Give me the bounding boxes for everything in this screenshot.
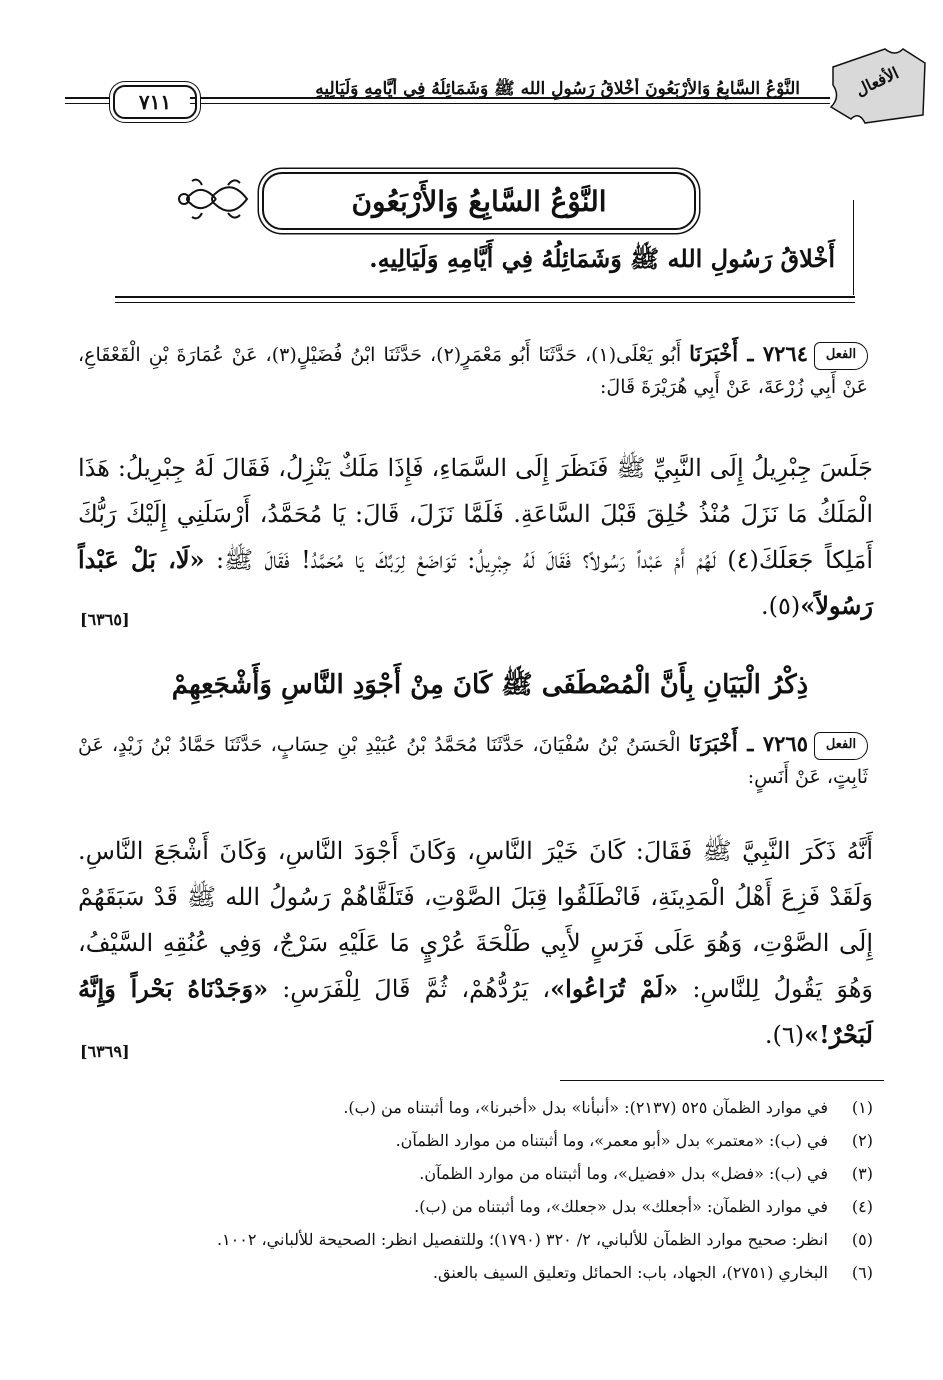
hadith-reference: [٦٣٦٩] [80, 1042, 130, 1061]
action-badge: الفعل [814, 342, 868, 370]
footnotes [78, 1095, 873, 1293]
hadith-number: ٧٢٦٤ ـ أَخْبَرَنَا [689, 341, 808, 366]
footnote [78, 1095, 873, 1121]
footnote-marker: (٥). [760, 592, 801, 620]
hadith-isnad [78, 728, 868, 793]
action-badge: الفعل [814, 732, 868, 760]
matn-text: ، يَرُدُّهُمْ، ثُمَّ قَالَ لِلْفَرَسِ: [282, 975, 551, 1003]
chapter-subtitle: أَخْلاقُ رَسُولِ الله ﷺ وَشَمَائِلُهُ فِي أَيَّامِهِ وَلَيَالِيهِ. [369, 244, 835, 273]
footnote-text: في موارد الظمآن ٥٢٥ (٢١٣٧): «أنبأنا» بدل «أخبرنا»، وما أثبتناه من (ب). [343, 1098, 828, 1117]
hadith-isnad [78, 338, 868, 403]
hadith-matn [78, 828, 873, 1058]
header-rule [190, 97, 830, 99]
prophet-quote: «لَمْ تُرَاعُوا» [550, 974, 679, 1003]
prophet-quote: «لَا، بَلْ عَبْداً رَسُولاً» [78, 545, 873, 620]
footnote-separator [560, 1080, 884, 1081]
footnote-number: (٥) [851, 1230, 873, 1249]
page-number: ٧١١ [113, 85, 197, 119]
footnote-number: (١) [851, 1098, 873, 1117]
header-rule [190, 103, 830, 104]
hadith-reference: [٦٣٦٥] [80, 610, 130, 629]
footnote [78, 1194, 873, 1220]
hadith-number: ٧٢٦٥ ـ أَخْبَرَنَا [688, 731, 808, 756]
header-rule [65, 97, 110, 99]
prophet-quote: «وَجَدْنَاهُ بَحْراً وَإِنَّهُ لَبَحْرٌ!» [78, 974, 873, 1049]
footnote-number: (٣) [851, 1164, 873, 1183]
footnote-text: في موارد الظمآن: «أجعلك» بدل «جعلك»، وما أثبتناه من (ب). [414, 1197, 828, 1216]
section-title: ذِكْرُ الْبَيَانِ بِأَنَّ الْمُصْطَفَى ﷺ كَانَ مِنْ أَجْوَدِ النَّاسِ وَأَشْجَعِهِمْ [171, 670, 809, 700]
hadith-matn [78, 445, 873, 629]
puzzle-label: الأفعال [852, 63, 902, 100]
footnote [78, 1227, 873, 1253]
footnote [78, 1161, 873, 1187]
matn-text: أَنَّهُ ذَكَرَ النَّبِيَّ ﷺ فَقَالَ: كَانَ خَيْرَ النَّاسِ، وَكَانَ أَجْوَدَ النَّاسِ، وَكَانَ أَشْجَعَ النَّاسِ. وَلَقَدْ فَزِعَ أَهْلُ الْمَدِينَةِ، فَانْطَلَقُوا قِبَلَ الصَّوْتِ، فَتَلَقَّاهُمْ رَسُولُ الله ﷺ قَدْ سَبَقَهُمْ إِلَى الصَّوْتِ، وَهُوَ عَلَى فَرَسٍ لأَبِي طَلْحَةَ عُرْيٍ مَا عَلَيْهِ سَرْجٌ، وَفِي عُنُقِهِ السَّيْفُ، وَهُوَ يَقُولُ لِلنَّاسِ: [78, 837, 873, 1003]
footnote-text: في (ب): «معتمر» بدل «أبو معمر»، وما أثبتناه من موارد الظمآن. [395, 1131, 828, 1150]
ornament-icon [172, 175, 252, 223]
footnote [78, 1128, 873, 1154]
footnote-text: البخاري (٢٧٥١)، الجهاد، باب: الحمائل وتعليق السيف بالعنق. [432, 1263, 828, 1282]
running-title: النَّوْعُ السَّابِعُ وَالأَرْبَعُونَ أَخْلاقُ رَسُولِ الله ﷺ وَشَمَائِلُهُ فِي أَيَّامِهِ وَلَيَالِيهِ [315, 79, 800, 99]
chapter-title: النَّوْعُ السَّابِعُ وَالأَرْبَعُونَ [262, 172, 696, 230]
footnote-number: (٤) [851, 1197, 873, 1216]
isnad-text: الْحَسَنُ بْنُ سُفْيَانَ، حَدَّثَنَا مُحَمَّدُ بْنُ عُبَيْدِ بْنِ حِسَابٍ، حَدَّثَنَا حَمَّادُ بْنُ زَيْدٍ، عَنْ ثَابِتٍ، عَنْ أَنَسٍ: [78, 734, 868, 788]
isnad-text: أَبُو يَعْلَى(١)، حَدَّثَنَا أَبُو مَعْمَرٍ(٢)، حَدَّثَنَا ابْنُ فُضَيْلٍ(٣)، عَنْ عُمَارَةَ بْنِ الْقَعْقَاعِ، عَنْ أَبِي زُرْعَةَ، عَنْ أَبِي هُرَيْرَةَ قَالَ: [78, 344, 868, 398]
chapter-rule [115, 296, 855, 298]
footnote [78, 1260, 873, 1286]
header-rule [65, 103, 110, 104]
chapter-rule [115, 302, 855, 303]
footnote-marker: (٦). [764, 1021, 805, 1049]
footnote-number: (٦) [851, 1263, 873, 1282]
footnote-number: (٢) [851, 1131, 873, 1150]
footnote-text: في (ب): «فضل» بدل «فضيل»، وما أثبتناه من موارد الظمآن. [419, 1164, 828, 1183]
footnote-text: انظر: صحيح موارد الظمآن للألباني، ٢/ ٣٢٠ (١٧٩٠)؛ وللتفصيل انظر: الصحيحة للألباني، ١٠٠٢. [216, 1230, 828, 1249]
matn-text: جَلَسَ جِبْرِيلُ إِلَى النَّبِيِّ ﷺ فَنَظَرَ إِلَى السَّمَاءِ، فَإِذَا مَلَكٌ يَنْزِلُ، فَقَالَ لَهُ جِبْرِيلُ: هَذَا الْمَلَكُ مَا نَزَلَ مُنْذُ خُلِقَ قَبْلَ السَّاعَةِ. فَلَمَّا نَزَلَ، قَالَ: يَا مُحَمَّدُ، أَرْسَلَنِي إِلَيْكَ رَبُّكَ أَمَلِكاً جَعَلَكَ(٤) لَهُمْ أَمْ عَبْداً رَسُولاً؟ فَقَالَ لَهُ جِبْرِيلُ: تَوَاضَعْ لِرَبِّكَ يَا مُحَمَّدُ! فَقَالَ ﷺ: [78, 454, 874, 574]
